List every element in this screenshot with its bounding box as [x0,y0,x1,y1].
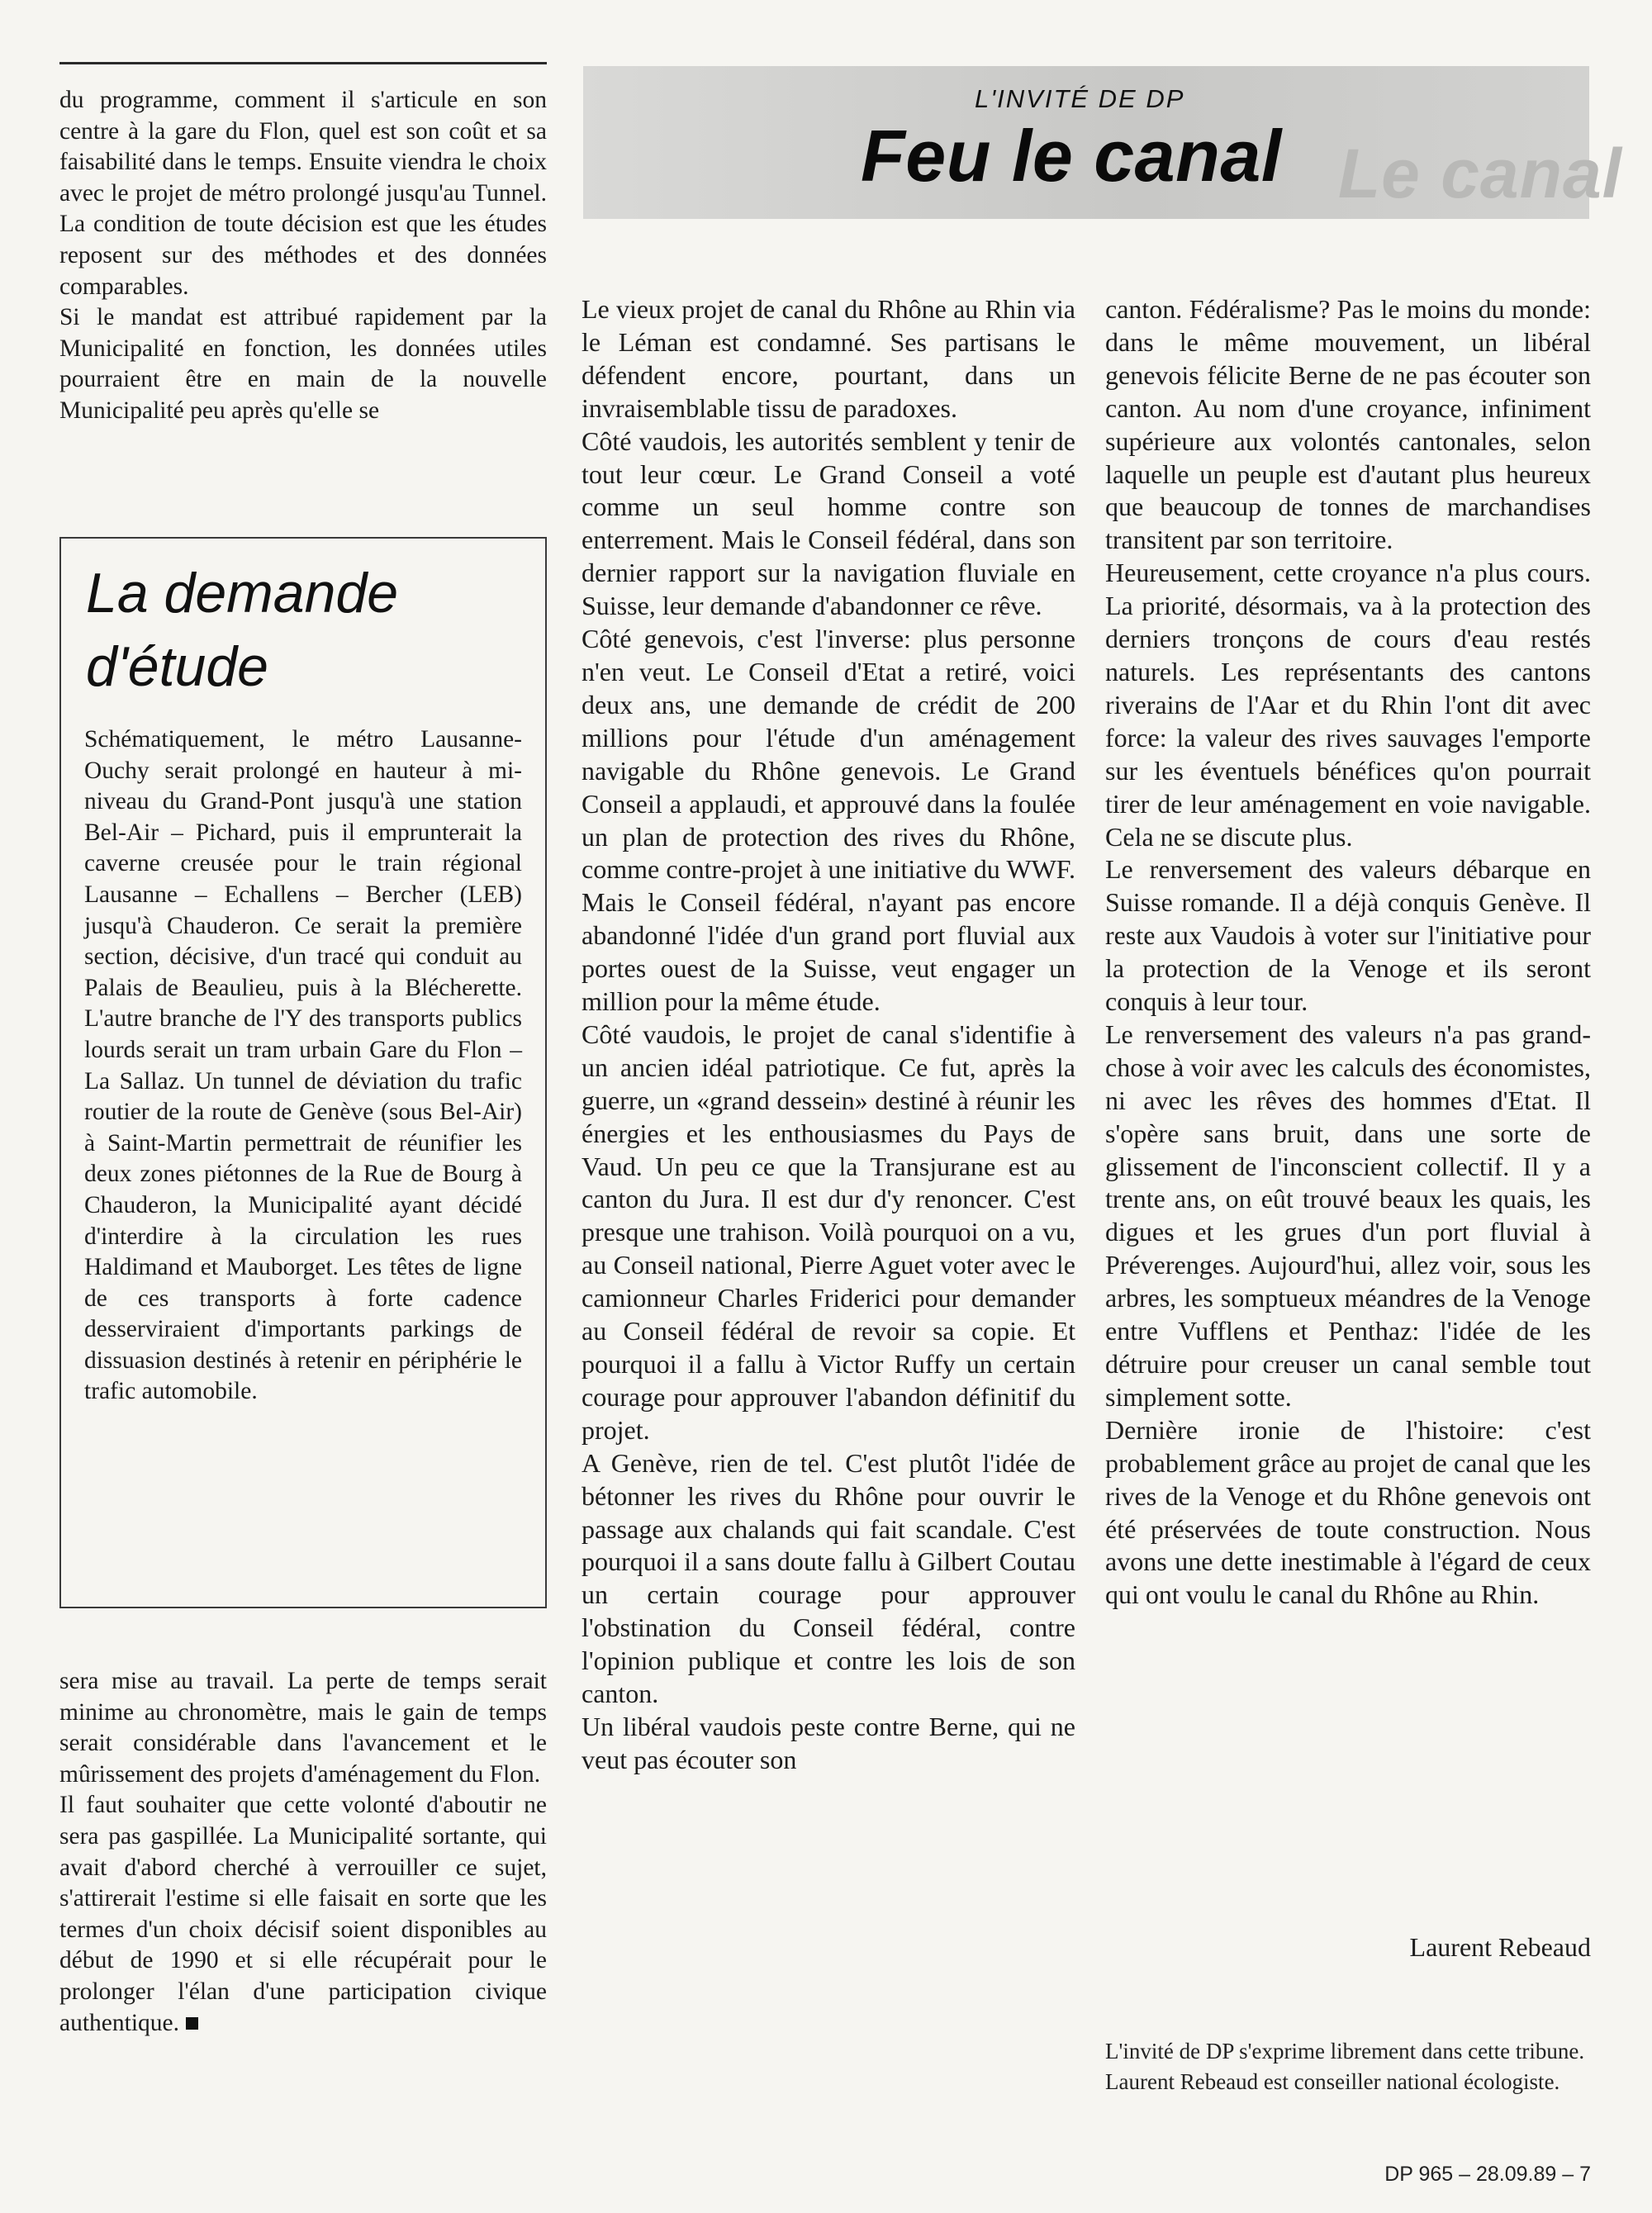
right-column [1105,293,1591,1612]
author-signature: Laurent Rebeaud [1409,1932,1591,1962]
sidebar-box [59,537,547,1608]
article-paragraph: Heureusement, cette croyance n'a plus cours. La priorité, désormais, va à la protection des derniers tronçons de cours d'eau restés naturels. Les représentants des cantons riverains de l'Aar et du Rhin l'ont dit avec force: la valeur des rives sauvages l'emporte sur les éventuels bénéfices qu'on pourrait tirer de leur aménagement en voie navigable. Cela ne se discute plus. [1105,558,1591,852]
sidebar-body [84,724,522,1408]
left-paragraph: Si le mandat est attribué rapidement par la Municipalité en fonction, les données utiles pourraient être en main de la nouvelle Municipalité peu après qu'elle se [59,304,547,424]
title-band [583,66,1622,219]
section-kicker: L'INVITÉ DE DP [975,84,1185,113]
article-paragraph: Côté vaudois, le projet de canal s'identifie à un ancien idéal patriotique. Ce fut, après la guerre, un «grand dessein» destiné à réunir les énergies et les enthousiasmes du Pays de Vaud. Un peu ce que la Transjurane est au canton du Jura. Il est dur d'y renoncer. C'est presque une trahison. Voilà pourquoi on a vu, au Conseil national, Pierre Aguet voter avec le camionneur Charles Friderici pour demander au Conseil fédéral de revoir sa copie. Et pourquoi il a fallu à Victor Ruffy un certain courage pour approuver l'abandon définitif du projet. [582,1019,1075,1445]
left-column-bottom [59,1666,547,2039]
guest-note: L'invité de DP s'exprime librement dans cette tribune. Laurent Rebeaud est conseiller national écologiste. [1105,2039,1585,2094]
article-paragraph: Côté vaudois, les autorités semblent y tenir de tout leur cœur. Le Grand Conseil a voté comme un seul homme contre son enterrement. Mais le Conseil fédéral, dans son dernier rapport sur la navigation fluviale en Suisse, leur demande d'abandonner ce rêve. [582,425,1075,621]
article-paragraph: Le vieux projet de canal du Rhône au Rhin via le Léman est condamné. Ses partisans le défendent encore, pourtant, dans un invraisemblable tissu de paradoxes. [582,294,1075,423]
article-paragraph: Dernière ironie de l'histoire: c'est probablement grâce au projet de canal que les rives de la Venoge et du Rhône genevois ont été préservées de toute construction. Nous avons une dette inestimable à l'égard de ceux qui ont voulu le canal du Rhône au Rhin. [1105,1414,1591,1610]
article-title: Feu le canal [861,115,1282,197]
left-paragraph: sera mise au travail. La perte de temps serait minime au chronomètre, mais le gain de temps serait considérable dans l'avancement et le mûrissement des projets d'aménagement du Flon. [59,1668,547,1788]
article-paragraph: Le renversement des valeurs débarque en Suisse romande. Il a déjà conquis Genève. Il reste aux Vaudois à voter sur l'initiative pour la protection de la Venoge et ils seront conquis à leur tour. [1105,854,1591,1017]
sidebar-paragraph: Schématiquement, le métro Lausanne-Ouchy serait prolongé en hauteur à mi-niveau du Grand-Pont jusqu'à une station Bel-Air – Pichard, puis il emprunterait la caverne creusée pour le train régional Lausanne – Echallens – Bercher (LEB) jusqu'à Chauderon. Ce serait la première section, décisive, d'un tracé qui conduit au Palais de Beaulieu, puis à la Blécherette. L'autre branche de l'Y des transports publics lourds serait un tram urbain Gare du Flon – La Sallaz. Un tunnel de déviation du trafic routier de la route de Genève (sous Bel-Air) à Saint-Martin permettrait de réunifier les deux zones piétonnes de la Rue de Bourg à Chauderon, la Municipalité ayant décidé d'interdire à la circulation les rues Haldimand et Mauborget. Les têtes de ligne de ces transports à forte cadence desserviraient d'importants parkings de dissuasion destinés à retenir en périphérie le trafic automobile. [84,726,522,1405]
left-paragraph: du programme, comment il s'articule en son centre à la gare du Flon, quel est son coût et sa faisabilité dans le temps. Ensuite viendra le choix avec le projet de métro prolongé jusqu'au Tunnel. La condition de toute décision est que les études reposent sur des méthodes et des données comparables. [59,87,547,300]
top-rule [59,62,547,64]
article-paragraph: canton. Fédéralisme? Pas le moins du monde: dans le même mouvement, un libéral genevois félicite Berne de ne pas écouter son canton. Au nom d'une croyance, infiniment supérieure aux volontés cantonales, selon laquelle un peuple est d'autant plus heureux que beaucoup de tonnes de marchandises transitent par son territoire. [1105,294,1591,555]
article-paragraph: Un libéral vaudois peste contre Berne, qui ne veut pas écouter son [582,1711,1075,1774]
left-paragraph [59,1790,547,2039]
sidebar-title-line: d'étude [86,635,268,698]
left-column-top [59,85,547,427]
article-paragraph: Côté genevois, c'est l'inverse: plus personne n'en veut. Le Conseil d'Etat a retiré, voici deux ans, une demande de crédit de 200 millions pour l'étude d'un aménagement navigable du Rhône genevois. Le Grand Conseil a applaudi, et approuvé dans la foulée un plan de protection des rives du Rhône, comme contre-projet à une initiative du WWF. Mais le Conseil fédéral, n'ayant pas encore abandonné l'idée d'un grand port fluvial aux portes ouest de la Suisse, veut engager un million pour la même étude. [582,624,1075,1017]
middle-column [582,293,1075,1777]
title-ghost-text: Le canal [1337,135,1622,212]
article-paragraph: Le renversement des valeurs n'a pas grand-chose à voir avec les calculs des économistes, ni avec les rêves des hommes d'Etat. Il s'opère sans bruit, dans une sorte de glissement de l'inconscient collectif. Il y a trente ans, on eût trouvé beaux les quais, les digues et les grues d'un port fluvial à Préverenges. Aujourd'hui, allez voir, sous les arbres, les somptueux méandres de la Venoge entre Vufflens et Penthaz: l'idée de les détruire pour creuser un canal semble tout simplement sotte. [1105,1019,1591,1412]
sidebar-title-line: La demande [86,562,399,624]
article-paragraph: A Genève, rien de tel. C'est plutôt l'idée de bétonner les rives du Rhône pour ouvrir le passage aux chalands qui fait scandale. C'est pourquoi il a sans doute fallu à Gilbert Coutau un certain courage pour approuver l'obstination du Conseil fédéral, contre l'opinion publique et contre les lois de son canton. [582,1447,1075,1709]
page-folio: DP 965 – 28.09.89 – 7 [1384,2163,1591,2186]
left-paragraph-text: Il faut souhaiter que cette volonté d'aboutir ne sera pas gaspillée. La Municipalité sortante, qui avait d'abord cherché à verrouiller ce sujet, s'attirerait l'estime si elle faisait en sorte que les termes d'un choix décisif soient disponibles au début de 1990 et si elle récupérait pour le prolonger l'élan d'une participation civique authentique. [59,1792,547,2036]
sidebar-title [86,557,398,704]
end-of-article-square-icon [186,2017,198,2030]
